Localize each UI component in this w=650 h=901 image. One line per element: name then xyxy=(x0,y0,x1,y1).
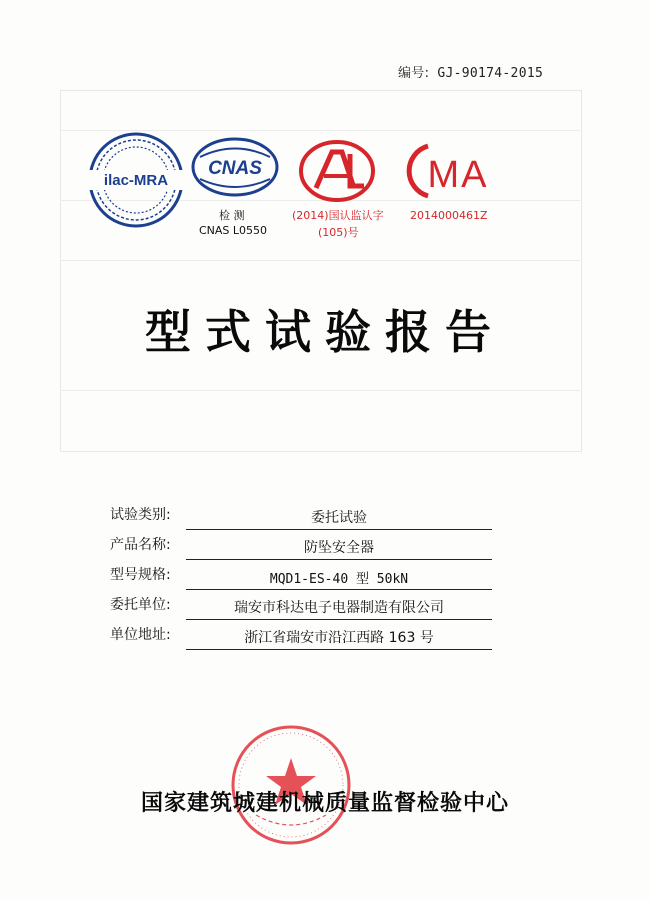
report-fields xyxy=(110,500,530,650)
issuing-organization: 国家建筑城建机械质量监督检验中心 xyxy=(140,791,509,816)
cma-caption: 2014000461Z xyxy=(410,209,488,222)
bleed-through-line xyxy=(60,260,580,261)
cnas-caption-bottom: CNAS L0550 xyxy=(199,224,268,237)
report-number-value: GJ-90174-2015 xyxy=(437,66,544,81)
field-row-client xyxy=(110,590,530,620)
field-label: 单位地址: xyxy=(110,627,171,643)
field-label: 委托单位: xyxy=(110,597,171,613)
cnas-logo-icon xyxy=(190,135,280,209)
field-row-product-name xyxy=(110,530,530,560)
field-label: 试验类别: xyxy=(110,507,171,523)
field-value: 瑞安市科达电子电器制造有限公司 xyxy=(186,597,492,620)
field-row-address xyxy=(110,620,530,650)
ilac-mra-logo-icon xyxy=(86,130,186,234)
field-label: 产品名称: xyxy=(110,537,171,553)
field-value: 浙江省瑞安市沿江西路 163 号 xyxy=(186,627,492,650)
report-number-label: 编号: xyxy=(398,66,430,81)
field-value: MQD1-ES-40 型 50kN xyxy=(186,568,492,590)
report-title: 型式试验报告 xyxy=(145,305,505,359)
cnas-text: CNAS xyxy=(208,158,262,179)
cnas-caption-top: 检 测 xyxy=(219,209,245,222)
cal-caption-line1: (2014)国认监认字 xyxy=(292,209,384,222)
cal-logo-icon xyxy=(298,140,376,206)
cma-text: MA xyxy=(427,154,489,196)
cma-logo-icon xyxy=(398,140,498,206)
ilac-mra-text: ilac-MRA xyxy=(103,172,169,189)
field-label: 型号规格: xyxy=(110,567,171,583)
field-value: 委托试验 xyxy=(186,507,492,530)
cal-caption-line2: (105)号 xyxy=(318,226,359,239)
field-row-model-spec xyxy=(110,560,530,590)
field-row-test-category xyxy=(110,500,530,530)
field-value: 防坠安全器 xyxy=(186,537,492,560)
accreditation-logos xyxy=(0,0,650,260)
bleed-through-line xyxy=(60,390,580,391)
